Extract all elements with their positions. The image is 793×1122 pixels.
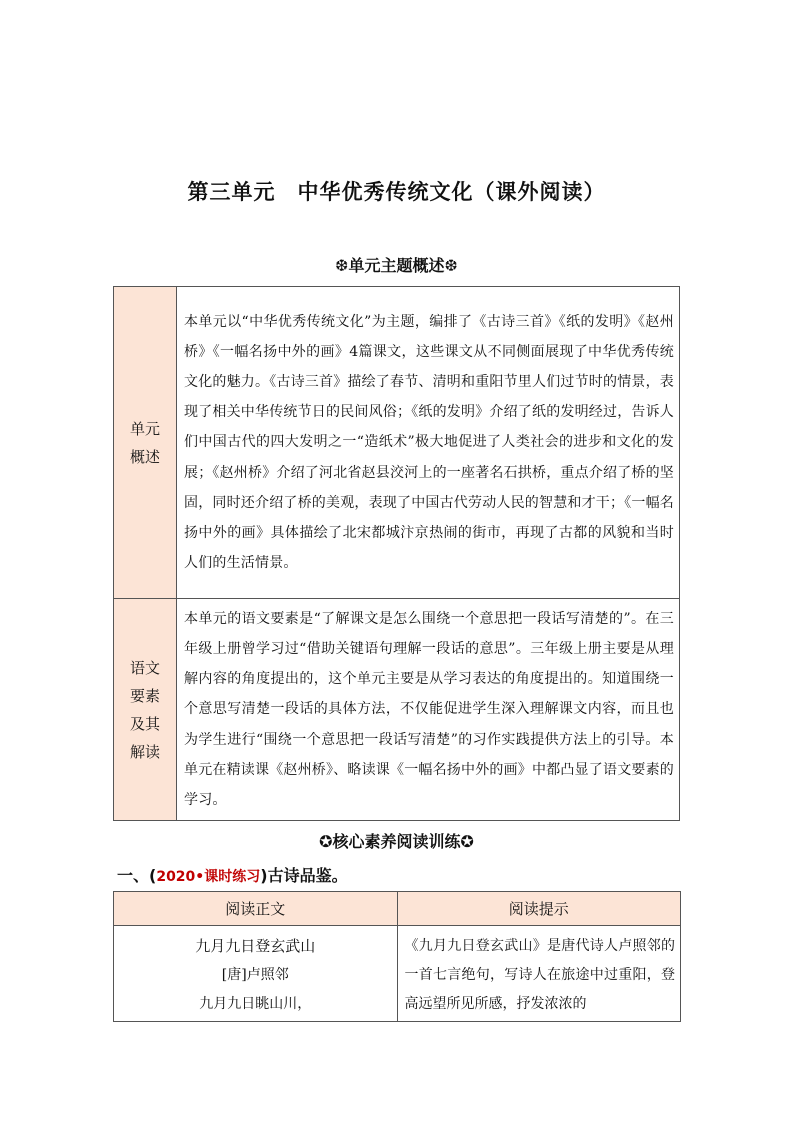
unit-overview-heading: ❆单元主题概述❆ [335,256,458,275]
question-heading [117,863,348,886]
row-text-elements: 本单元的语文要素是“了解课文是怎么围绕一个意思把一段话写清楚的”。在三年级上册曾学习过“借助关键语句理解一段话的意思”。三年级上册主要是从理解内容的角度提出的，这个单元主要是从学习表达的角度提出的。知道围绕一个意思写清楚一段话的具体方法，不仅能促进学生深入理解课文内容，而且也为学生进行“围绕一个意思把一段话写清楚”的习作实践提供方法上的引导。本单元在精读课《赵州桥》、略读课《一幅名扬中外的画》中都凸显了语文要素的学习。 [177,599,680,821]
table-row [114,926,681,1022]
header-reading-hint: 阅读提示 [397,892,681,926]
table-row [114,287,680,599]
unit-overview-table [113,286,680,821]
poem-hint-cell: 《九月九日登玄武山》是唐代诗人卢照邻的一首七言绝句，写诗人在旅途中过重阳，登高远望所见所感，抒发浓浓的 [397,926,681,1022]
poem-table [113,891,681,1022]
question-prefix: 一、( [117,866,157,885]
poem-title: 九月九日登玄武山 [195,937,316,955]
page-title: 第三单元 中华优秀传统文化（课外阅读） [187,180,606,204]
poem-line: 九月九日眺山川， [199,996,312,1012]
row-text-overview: 本单元以“中华优秀传统文化”为主题，编排了《古诗三首》《纸的发明》《赵州桥》《一幅名扬中外的画》4篇课文，这些课文从不同侧面展现了中华优秀传统文化的魅力。《古诗三首》描绘了春节、清明和重阳节里人们过节时的情景，表现了相关中华传统节日的民间风俗；《纸的发明》介绍了纸的发明经过，告诉人们中国古代的四大发明之一“造纸术”极大地促进了人类社会的进步和文化的发展；《赵州桥》介绍了河北省赵县洨河上的一座著名石拱桥，重点介绍了桥的坚固，同时还介绍了桥的美观，表现了中国古代劳动人民的智慧和才干；《一幅名扬中外的画》具体描绘了北宋都城汴京热闹的街市，再现了古都的风貌和当时人们的生活情景。 [177,287,680,599]
poem-text-cell [114,926,398,1022]
training-heading: ✪核心素养阅读训练✪ [319,832,474,851]
table-header-row [114,892,681,926]
question-suffix: )古诗品鉴。 [260,866,348,885]
poem-author: [唐]卢照邻 [221,967,289,983]
header-reading-text: 阅读正文 [114,892,398,926]
row-label-elements: 语文要素及其解读 [114,599,177,821]
table-row [114,599,680,821]
question-source: 2020•课时练习 [156,869,261,885]
row-label-overview: 单元概述 [114,287,177,599]
